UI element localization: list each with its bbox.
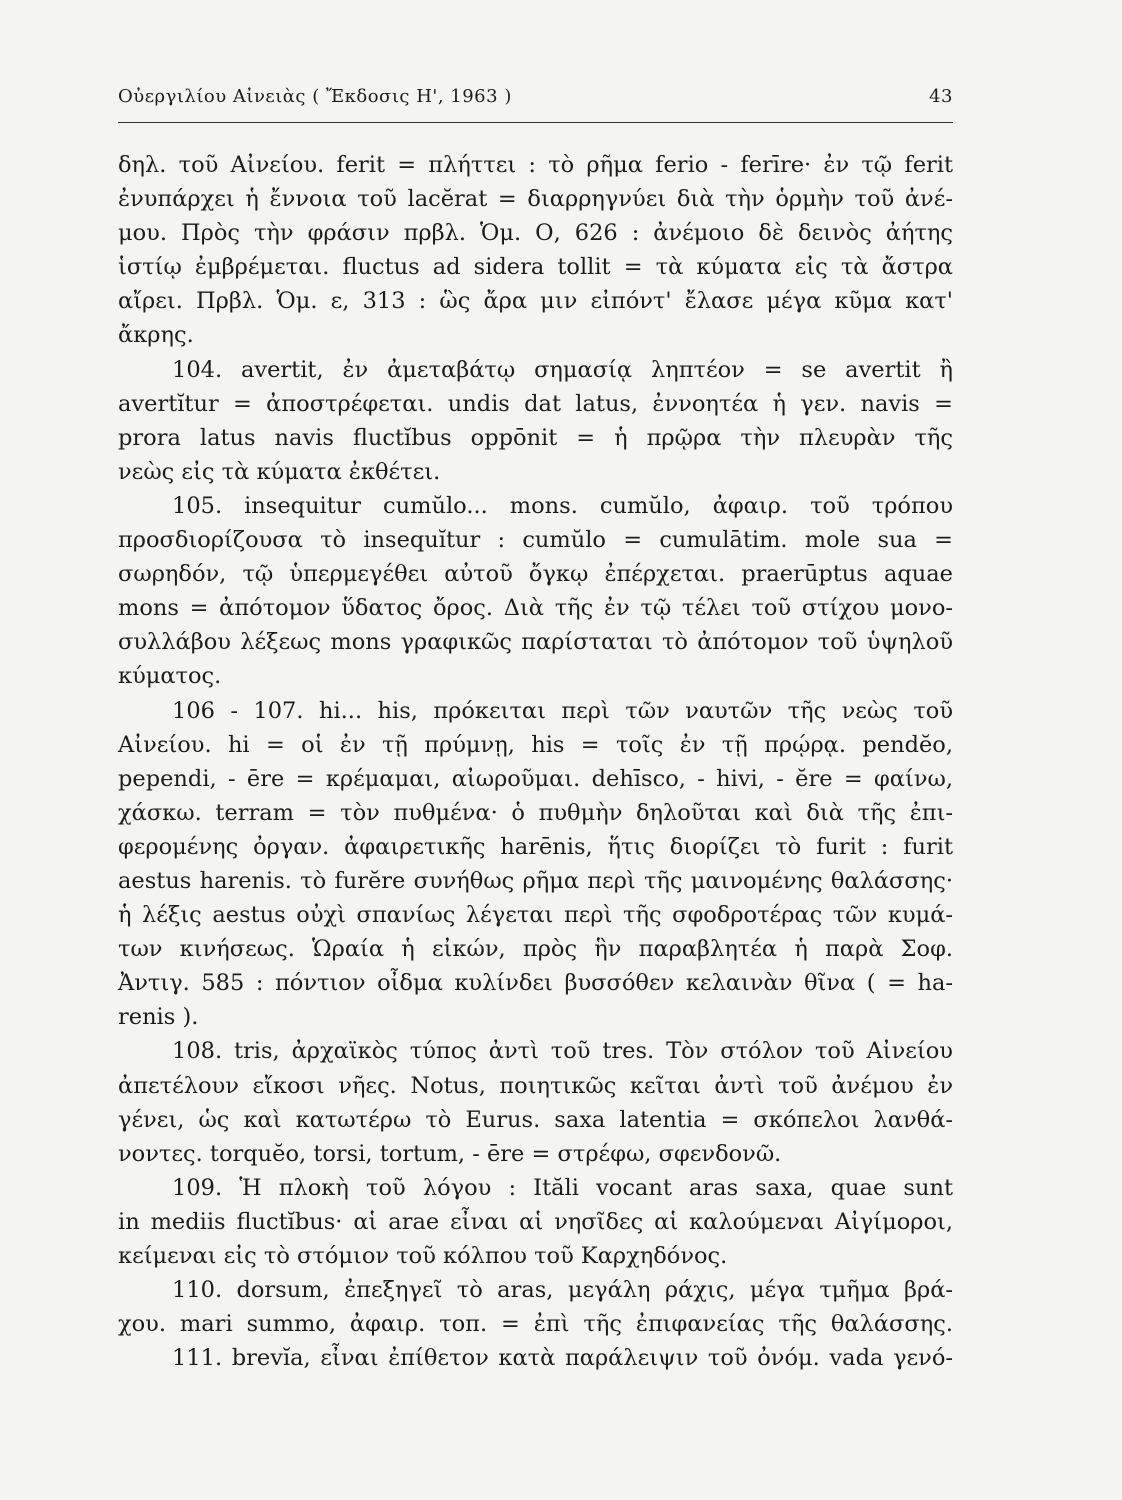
text-line: Ἀντιγ. 585 : πόντιον οἶδμα κυλίνδει βυσσόθεν κελαινὰν θῖνα ( = ha-	[118, 970, 953, 997]
text-line: δηλ. τοῦ Αἰνείου. ferit = πλήττει : τὸ ρῆμα ferio - ferīre· ἐν τῷ ferit	[118, 152, 953, 178]
text-line: in mediis fluctĭbus· αἱ arae εἶναι αἱ νησῖδες αἱ καλούμεναι Αἰγίμοροι,	[118, 1208, 953, 1235]
text-line: aestus harenis. τὸ furĕre συνήθως ρῆμα περὶ τῆς μαινομένης θαλάσσης·	[118, 867, 953, 894]
text-line: γένει, ὡς καὶ κατωτέρω τὸ Eurus. saxa latentia = σκόπελοι λανθά-	[118, 1106, 953, 1133]
header-rule	[118, 122, 953, 123]
running-header	[118, 86, 953, 114]
page-number: 43	[929, 86, 953, 107]
text-line: ἄκρης.	[118, 322, 194, 349]
text-line: prora latus navis fluctĭbus oppōnit = ἡ πρῷρα τὴν πλευρὰν τῆς	[118, 424, 953, 451]
text-line: ἡ λέξις aestus οὐχὶ σπανίως λέγεται περὶ τῆς σφοδροτέρας τῶν κυμά-	[118, 902, 953, 929]
text-line: μου. Πρὸς τὴν φράσιν πρβλ. Ὁμ. Ο, 626 : ἀνέμοιο δὲ δεινὸς ἀήτης	[118, 220, 953, 247]
text-line: 106 - 107. hi... his, πρόκειται περὶ τῶν ναυτῶν τῆς νεὼς τοῦ	[172, 697, 953, 724]
text-line: κύματος.	[118, 663, 222, 690]
text-line: χου. mari summo, ἀφαιρ. τοπ. = ἐπὶ τῆς ἐπιφανείας τῆς θαλάσσης.	[118, 1311, 953, 1338]
text-line: σωρηδόν, τῷ ὑπερμεγέθει αὐτοῦ ὄγκῳ ἐπέρχεται. praerūptus aquae	[118, 561, 953, 588]
text-line: προσδιορίζουσα τὸ insequĭtur : cumŭlo = cumulātim. mole sua =	[118, 527, 953, 554]
text-line: 104. avertit, ἐν ἀμεταβάτῳ σημασίᾳ ληπτέον = se avertit ἢ	[172, 356, 953, 383]
header-title: Οὐεργιλίου Αἰνειὰς ( Ἔκδοσις Η', 1963 )	[118, 86, 512, 107]
commentary-text	[118, 148, 953, 1375]
text-line: νεὼς εἰς τὰ κύματα ἐκθέτει.	[118, 458, 441, 485]
text-line: 105. insequitur cumŭlo... mons. cumŭlo, ἀφαιρ. τοῦ τρόπου	[172, 492, 953, 519]
text-line: συλλάβου λέξεως mons γραφικῶς παρίσταται τὸ ἀπότομον τοῦ ὑψηλοῦ	[118, 629, 953, 656]
text-line: νοντες. torquĕo, torsi, tortum, - ēre = στρέφω, σφενδονῶ.	[118, 1140, 782, 1167]
text-line: ἀπετέλουν εἴκοσι νῆες. Notus, ποιητικῶς κεῖται ἀντὶ τοῦ ἀνέμου ἐν	[118, 1072, 953, 1099]
text-line: ἐνυπάρχει ἡ ἔννοια τοῦ lacĕrat = διαρρηγνύει διὰ τὴν ὁρμὴν τοῦ ἀνέ-	[118, 186, 953, 213]
text-line: 108. tris, ἀρχαϊκὸς τύπος ἀντὶ τοῦ tres. Τὸν στόλον τοῦ Αἰνείου	[172, 1038, 953, 1065]
text-line: mons = ἀπότομον ὕδατος ὄρος. Διὰ τῆς ἐν τῷ τέλει τοῦ στίχου μονο-	[118, 595, 953, 622]
text-line: 111. brevĭa, εἶναι ἐπίθετον κατὰ παράλειψιν τοῦ ὀνόμ. vada γενό-	[172, 1345, 953, 1372]
text-line: των κινήσεως. Ὡραία ἡ εἰκών, πρὸς ἣν παραβλητέα ἡ παρὰ Σοφ.	[118, 936, 953, 963]
text-line: Αἰνείου. hi = οἱ ἐν τῇ πρύμνῃ, his = τοῖς ἐν τῇ πρῴρᾳ. pendĕo,	[118, 731, 953, 758]
text-line: avertĭtur = ἀποστρέφεται. undis dat latus, ἐννοητέα ἡ γεν. navis =	[118, 390, 953, 417]
text-line: renis ).	[118, 1004, 199, 1031]
text-line: κείμεναι εἰς τὸ στόμιον τοῦ κόλπου τοῦ Καρχηδόνος.	[118, 1243, 728, 1269]
text-line: ἱστίῳ ἐμβρέμεται. fluctus ad sidera tollit = τὰ κύματα εἰς τὰ ἄστρα	[118, 254, 953, 281]
text-line: 109. Ἡ πλοκὴ τοῦ λόγου : Ităli vocant aras saxa, quae sunt	[172, 1174, 953, 1201]
text-line: αἴρει. Πρβλ. Ὁμ. ε, 313 : ὣς ἄρα μιν εἰπόντ' ἔλασε μέγα κῦμα κατ'	[118, 288, 953, 315]
text-line: χάσκω. terram = τὸν πυθμένα· ὁ πυθμὴν δηλοῦται καὶ διὰ τῆς ἐπι-	[118, 799, 953, 826]
text-line: pependi, - ēre = κρέμαμαι, αἰωροῦμαι. dehīsco, - hivi, - ĕre = φαίνω,	[118, 765, 953, 792]
text-line: 110. dorsum, ἐπεξηγεῖ τὸ aras, μεγάλη ράχις, μέγα τμῆμα βρά-	[172, 1277, 953, 1304]
text-line: φερομένης ὀργαν. ἀφαιρετικῆς harēnis, ἥτις διορίζει τὸ furit : furit	[118, 833, 953, 860]
